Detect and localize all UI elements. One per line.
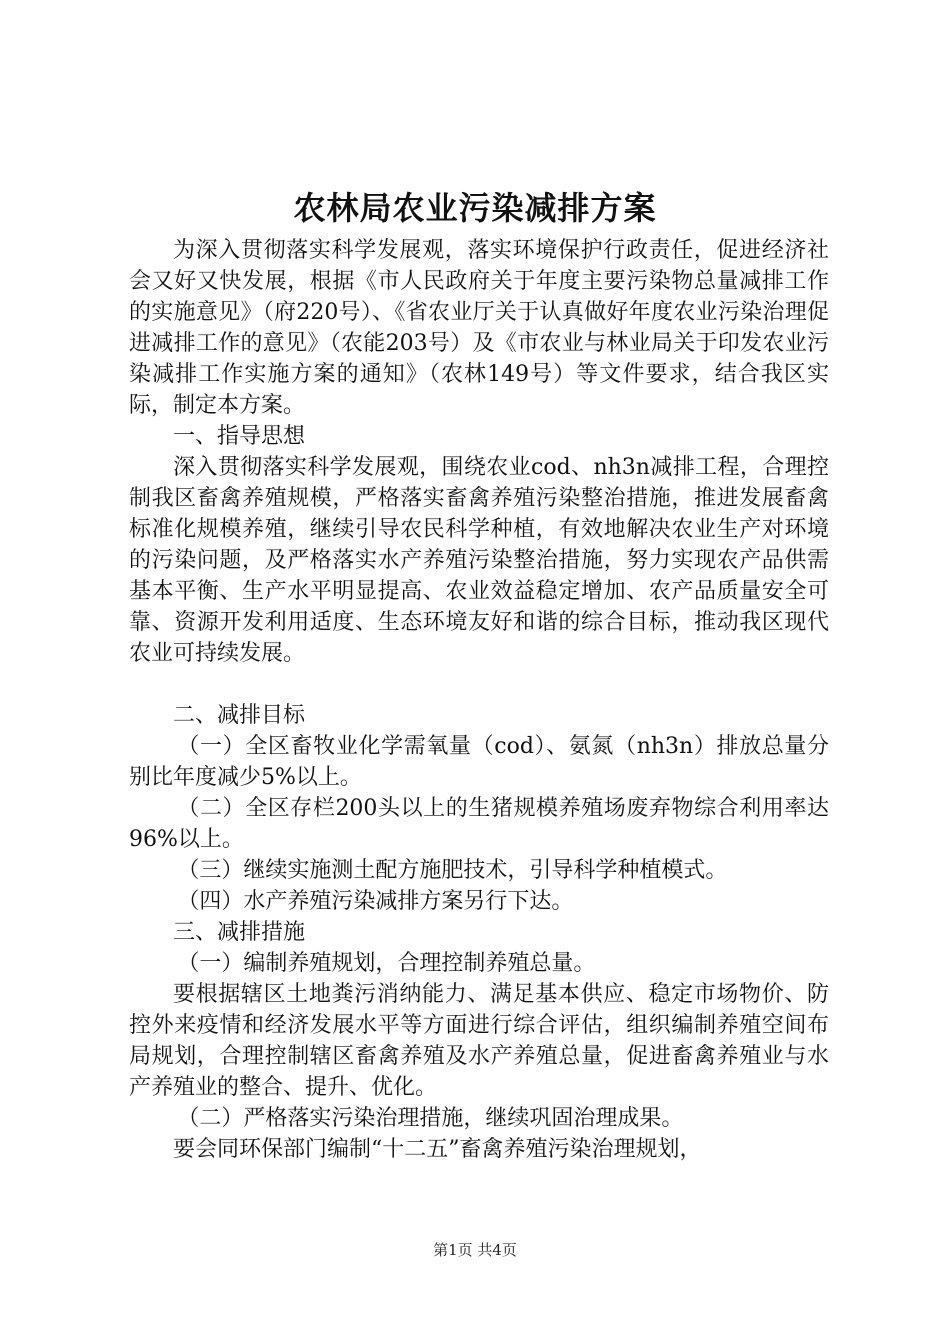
document-title: 农林局农业污染减排方案: [293, 189, 657, 227]
target-item-1: （一）全区畜牧业化学需氧量（cod）、氨氮（nh3n）排放总量分别比年度减少5%以上。: [129, 734, 829, 790]
guiding-idea-paragraph: 深入贯彻落实科学发展观，围绕农业cod、nh3n减排工程，合理控制我区畜禽养殖规模，严格落实畜禽养殖污染整治措施，推进发展畜禽标准化规模养殖，继续引导农民科学种植，有效地解决农业生产对环境的污染问题，及严格落实水产养殖污染整治措施，努力实现农产品供需基本平衡、生产水平明显提高、农业效益稳定增加、农产品质量安全可靠、资源开发利用适度、生态环境友好和谐的综合目标，推动我区现代农业可持续发展。: [129, 455, 829, 666]
measure-item-2-heading: （二）严格落实污染治理措施，继续巩固治理成果。: [177, 1106, 684, 1131]
section-heading-targets: 二、减排目标: [173, 703, 306, 728]
intro-paragraph: 为深入贯彻落实科学发展观，落实环境保护行政责任，促进经济社会又好又快发展，根据《市人民政府关于年度主要污染物总量减排工作的实施意见》（府220号）、《省农业厅关于认真做好年度农业污染治理促进减排工作的意见》（农能203号）及《市农业与林业局关于印发农业污染减排工作实施方案的通知》（农林149号）等文件要求，结合我区实际，制定本方案。: [129, 238, 829, 418]
section-heading-measures: 三、减排措施: [173, 920, 306, 945]
measure-item-1-paragraph: 要根据辖区土地粪污消纳能力、满足基本供应、稳定市场物价、防控外来疫情和经济发展水平等方面进行综合评估，组织编制养殖空间布局规划，合理控制辖区畜禽养殖及水产养殖总量，促进畜禽养殖业与水产养殖业的整合、提升、优化。: [129, 982, 829, 1100]
measure-item-2-paragraph: 要会同环保部门编制“十二五”畜禽养殖污染治理规划，: [173, 1137, 702, 1162]
target-item-2: （二）全区存栏200头以上的生猪规模养殖场废弃物综合利用率达96%以上。: [129, 796, 829, 852]
target-item-3: （三）继续实施测土配方施肥技术，引导科学种植模式。: [177, 858, 728, 883]
paragraph-gap: [129, 669, 829, 700]
document-body: [129, 235, 829, 1165]
page-footer: 第1页 共4页: [433, 1241, 517, 1259]
section-heading-guiding-idea: 一、指导思想: [173, 424, 306, 449]
target-item-4: （四）水产养殖污染减排方案另行下达。: [177, 889, 574, 914]
measure-item-1-heading: （一）编制养殖规划，合理控制养殖总量。: [177, 951, 596, 976]
